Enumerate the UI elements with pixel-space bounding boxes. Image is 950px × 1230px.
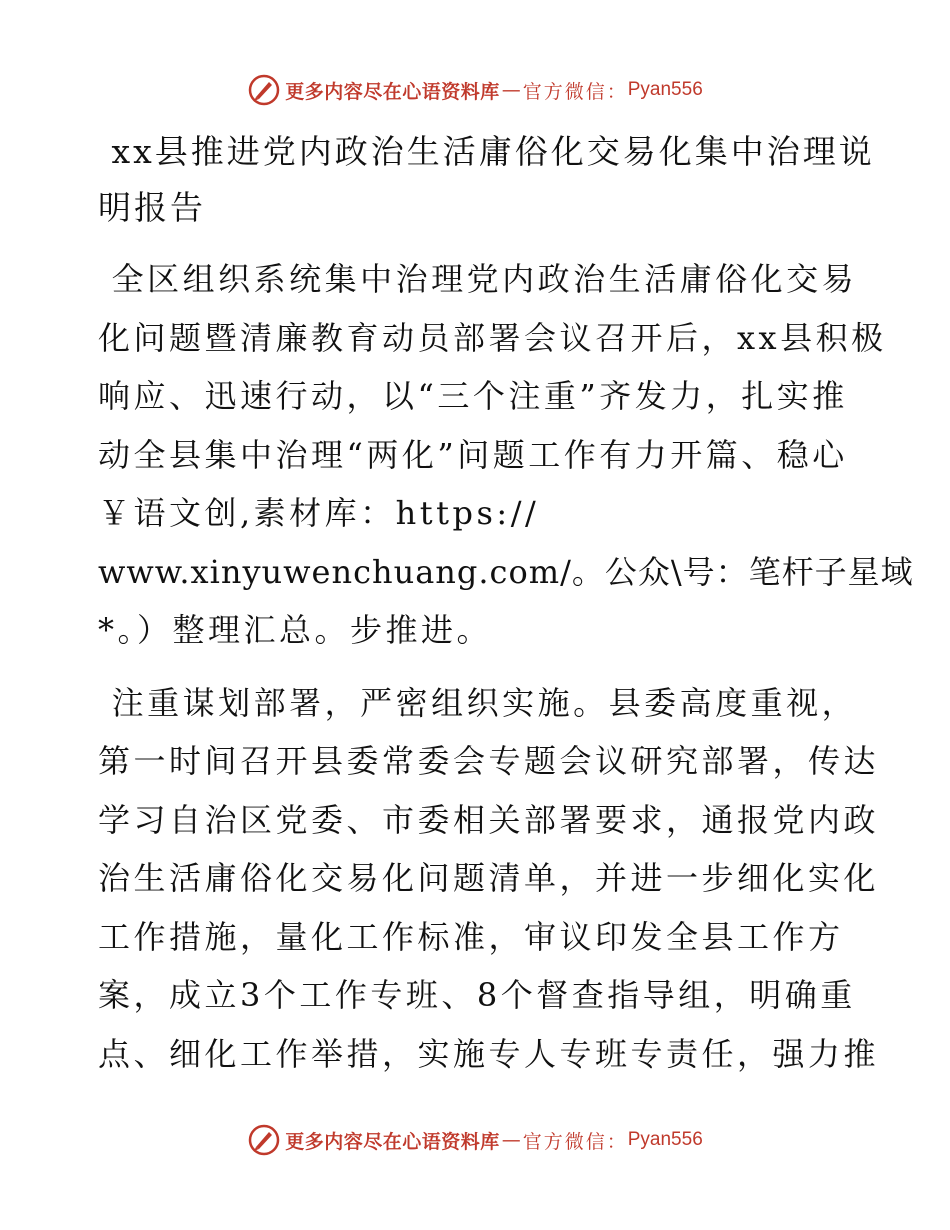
title-line: xx县推进党内政治生活庸俗化交易化集中治理说 xyxy=(98,132,875,171)
paragraph-2 xyxy=(98,674,880,1084)
watermark-text: 更多内容尽在心语资料库 xyxy=(285,1130,500,1153)
wechat-id: Pyan556 xyxy=(627,79,703,100)
watermark-dash: — xyxy=(501,79,521,101)
paragraph-line: 动全县集中治理“两化”问题工作有力开篇、稳心 xyxy=(98,435,848,474)
wechat-label: 官方微信： xyxy=(522,1130,628,1153)
paragraph-line: 案，成立3个工作专班、8个督查指导组，明确重 xyxy=(98,976,856,1014)
paragraph-line: 注重谋划部署，严密组织实施。县委高度重视， xyxy=(98,683,858,722)
paragraph-line: 治生活庸俗化交易化问题清单，并进一步细化实化 xyxy=(98,859,880,897)
watermark-header xyxy=(0,70,950,110)
document-title xyxy=(98,124,875,236)
wechat-label: 官方微信： xyxy=(522,80,628,103)
watermark-text: 更多内容尽在心语资料库 xyxy=(285,80,500,103)
paragraph-line: 第一时间召开县委常委会专题会议研究部署，传达 xyxy=(98,742,880,780)
watermark-dash: — xyxy=(501,1129,521,1151)
document-body xyxy=(98,124,914,1097)
quill-logo-icon xyxy=(247,73,281,107)
wechat-id: Pyan556 xyxy=(627,1129,703,1150)
paragraph-line: 全区组织系统集中治理党内政治生活庸俗化交易 xyxy=(98,260,858,298)
paragraph-line: 工作措施，量化工作标准，审议印发全县工作方 xyxy=(98,917,844,956)
paragraph-line: 化问题暨清廉教育动员部署会议召开后，xx县积极 xyxy=(98,318,887,357)
paragraph-line: 学习自治区党委、市委相关部署要求，通报党内政 xyxy=(98,800,880,839)
title-line: 明报告 xyxy=(98,188,206,227)
paragraph-line: 响应、迅速行动，以“三个注重”齐发力，扎实推 xyxy=(98,377,848,415)
paragraph-1 xyxy=(98,250,914,660)
quill-logo-icon xyxy=(247,1123,281,1157)
paragraph-line: 点、细化工作举措，实施专人专班专责任，强力推 xyxy=(98,1034,880,1073)
watermark-footer xyxy=(0,1120,950,1160)
paragraph-line: www.xinyuwenchuang.com/。公众\号：笔杆子星域 xyxy=(98,552,914,591)
paragraph-line: *。）整理汇总。步推进。 xyxy=(98,611,493,649)
paragraph-line: ￥语文创,素材库：https:// xyxy=(98,494,540,532)
